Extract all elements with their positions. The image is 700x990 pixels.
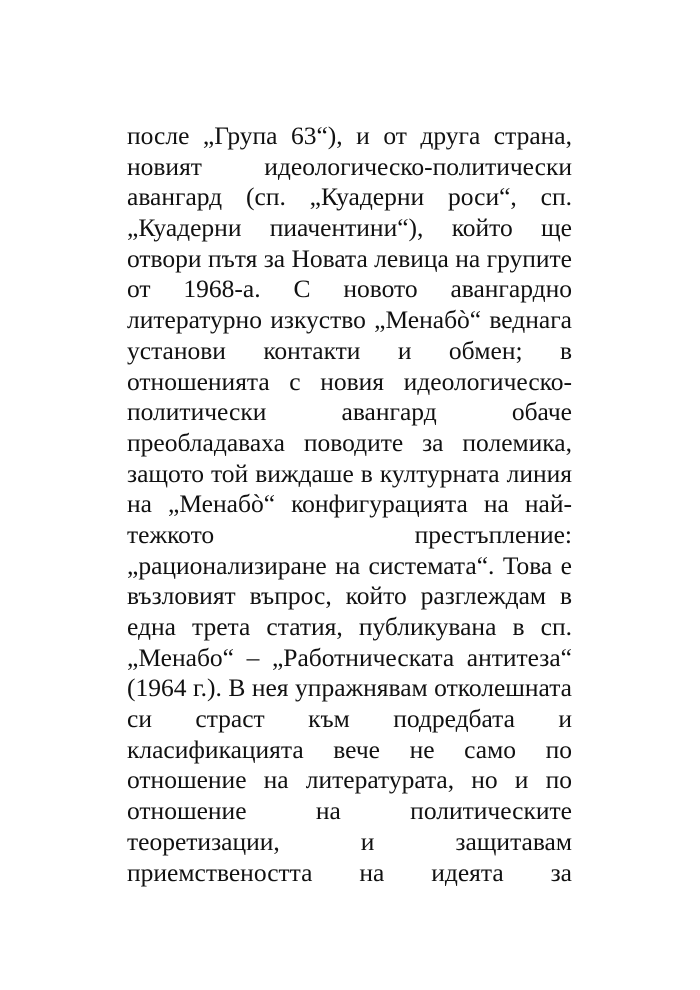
text-line: после „Група 63“), и от друга страна, <box>127 121 572 150</box>
text-line: от 1968-а. С новото авангардно <box>127 274 572 304</box>
text-line: теоретизации, и защитавам <box>127 826 572 856</box>
text-line: отвори пътя за Новата левица на групите <box>127 243 572 273</box>
text-line: „Менабо“ – „Работническата антитеза“ <box>127 642 572 672</box>
text-line: защото той виждаше в културната линия <box>127 458 572 488</box>
text-line: авангард (сп. „Куадерни роси“, сп. <box>127 182 572 212</box>
body-text <box>127 121 572 888</box>
text-line: „Куадерни пиачентини“), който ще <box>127 213 572 243</box>
text-line: класификацията вече не само по <box>127 734 572 764</box>
text-line: отношение на литературата, но и по <box>127 765 572 795</box>
text-line: отношенията с новия идеологическо- <box>127 366 572 396</box>
text-line: възловият въпрос, който разглеждам в <box>127 581 572 611</box>
text-line: тежкото престъпление: <box>127 519 572 549</box>
text-line: на „Менабò“ конфигурацията на най- <box>127 489 572 519</box>
text-line: преобладаваха поводите за полемика, <box>127 427 572 457</box>
text-line: установи контакти и обмен; в <box>127 335 572 365</box>
text-line: новият идеологическо-политически <box>127 151 572 181</box>
text-line: приемствеността на идеята за <box>127 857 572 887</box>
text-line: една трета статия, публикувана в сп. <box>127 612 572 641</box>
text-line: политически авангард обаче <box>127 397 572 427</box>
text-line: литературно изкуство „Менабò“ веднага <box>127 305 572 335</box>
text-line: си страст към подредбата и <box>127 704 572 734</box>
text-line: (1964 г.). В нея упражнявам отколешната <box>127 673 572 703</box>
text-line: „рационализиране на системата“. Това е <box>127 550 572 580</box>
text-line: отношение на политическите <box>127 796 572 826</box>
